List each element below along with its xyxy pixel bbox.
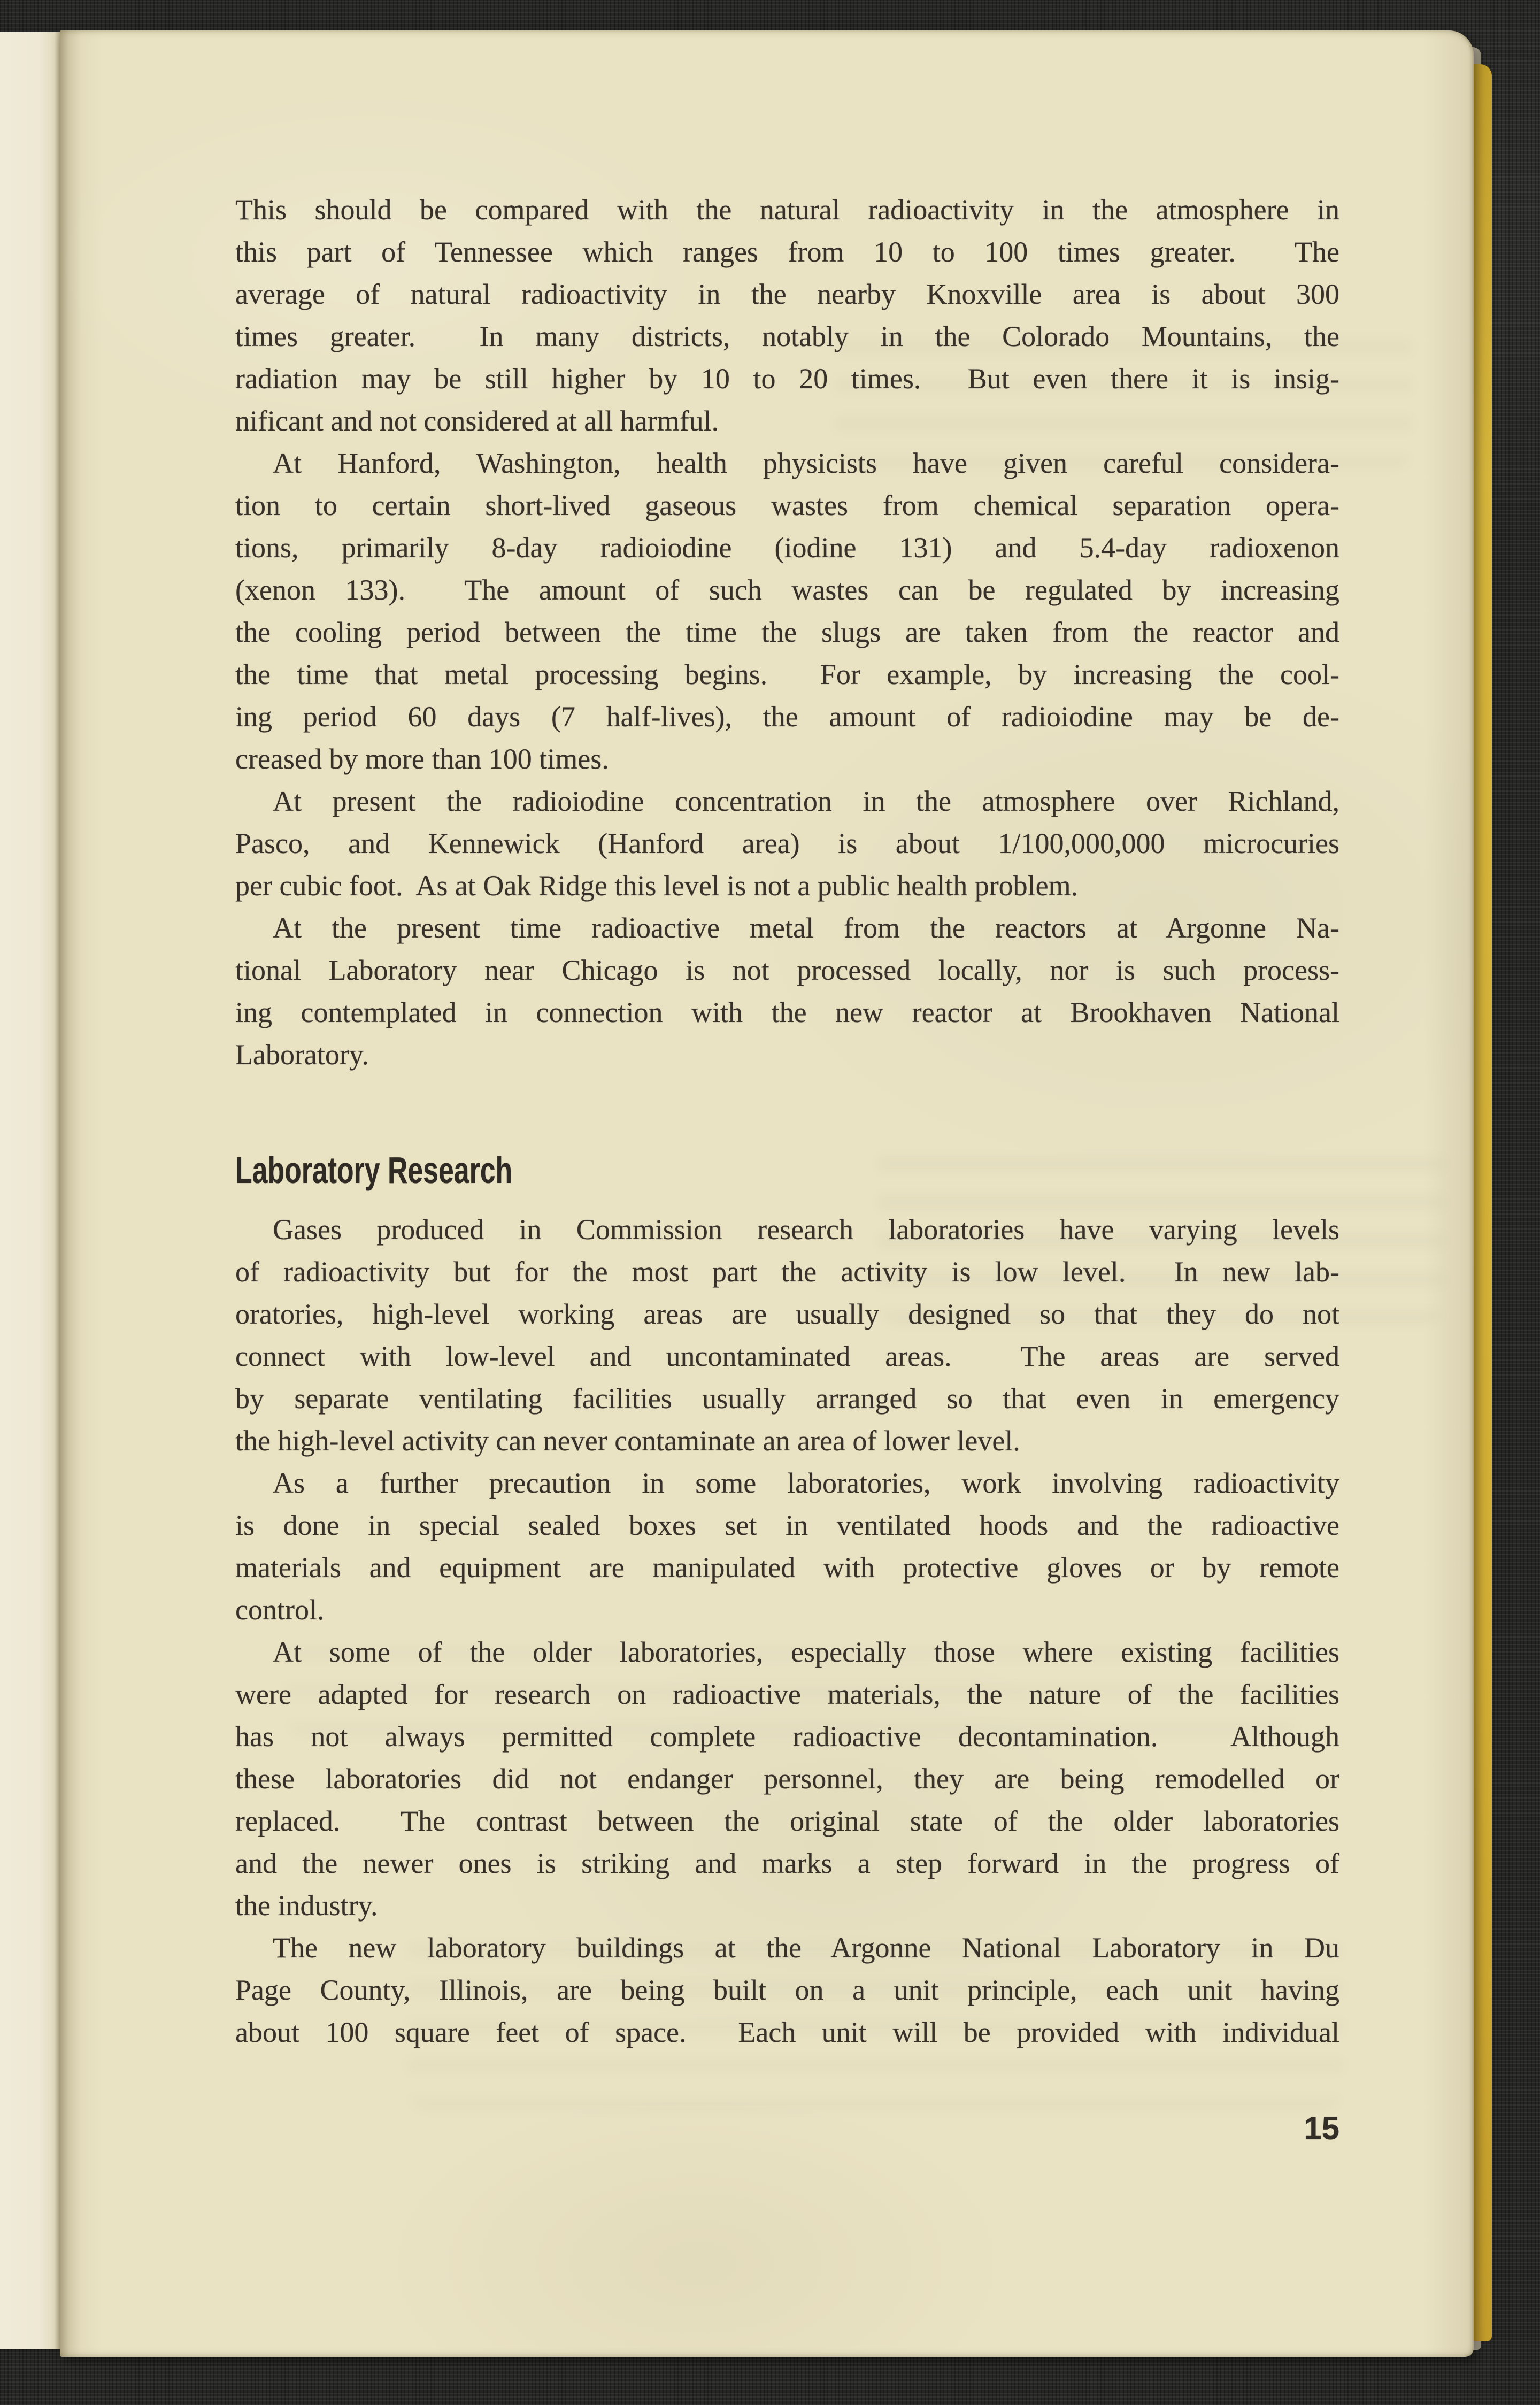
text-line: oratories, high-level working areas are usually designed so that they do not — [235, 1298, 1339, 1330]
text-line: (xenon 133). The amount of such wastes can be regulated by increasing — [235, 574, 1339, 606]
text-line: control. — [235, 1594, 325, 1626]
text-line: about 100 square feet of space. Each unit will be provided with individual — [235, 2016, 1339, 2048]
text-line: average of natural radioactivity in the nearby Knoxville area is about 300 — [235, 278, 1339, 310]
text-line: this part of Tennessee which ranges from 10 to 100 times greater. The — [235, 236, 1339, 268]
text-line: were adapted for research on radioactive materials, the nature of the facilities — [235, 1678, 1339, 1710]
text-line: At some of the older laboratories, especially those where existing facilities — [273, 1636, 1339, 1668]
text-line: ing contemplated in connection with the new reactor at Brookhaven National — [235, 996, 1339, 1028]
text-line: connect with low-level and uncontaminated areas. The areas are served — [235, 1340, 1339, 1372]
book-page — [60, 30, 1474, 2357]
text-line: by separate ventilating facilities usually arranged so that even in emergency — [235, 1382, 1339, 1415]
text-line: tional Laboratory near Chicago is not processed locally, nor is such process- — [235, 954, 1339, 986]
gutter-crease — [60, 30, 81, 2357]
page-edge-yellow-deckle — [1474, 64, 1492, 2341]
text-line: the industry. — [235, 1889, 378, 1922]
text-line: the high-level activity can never contaminate an area of lower level. — [235, 1425, 1020, 1457]
text-line: Laboratory. — [235, 1039, 369, 1071]
text-line: ing period 60 days (7 half-lives), the amount of radioiodine may be de- — [235, 701, 1339, 733]
left-page-edge — [0, 32, 63, 2349]
text-line: At present the radioiodine concentration in the atmosphere over Richland, — [273, 785, 1339, 817]
text-line: replaced. The contrast between the original state of the older laboratories — [235, 1805, 1339, 1837]
text-line: nificant and not considered at all harmful. — [235, 405, 719, 437]
text-line: At Hanford, Washington, health physicists have given careful considera- — [273, 447, 1339, 479]
text-line: materials and equipment are manipulated with protective gloves or by remote — [235, 1551, 1339, 1584]
body-text-block — [235, 189, 1339, 1076]
text-line: tions, primarily 8-day radioiodine (iodine 131) and 5.4-day radioxenon — [235, 532, 1339, 564]
section-heading: Laboratory Research — [235, 1149, 513, 1191]
text-line: the time that metal processing begins. For example, by increasing the cool- — [235, 658, 1339, 690]
text-line: has not always permitted complete radioactive decontamination. Although — [235, 1720, 1339, 1753]
text-line: per cubic foot. As at Oak Ridge this level is not a public health problem. — [235, 870, 1079, 902]
text-line: Gases produced in Commission research laboratories have varying levels — [273, 1213, 1339, 1246]
text-line: As a further precaution in some laboratories, work involving radioactivity — [273, 1467, 1339, 1499]
body-text-block — [235, 1209, 1339, 2054]
text-line: At the present time radioactive metal from the reactors at Argonne Na- — [273, 912, 1339, 944]
text-column — [235, 189, 1339, 2054]
text-line: radiation may be still higher by 10 to 20 times. But even there it is insig- — [235, 363, 1339, 395]
page-number: 15 — [1304, 2110, 1339, 2146]
text-line: of radioactivity but for the most part the activity is low level. In new lab- — [235, 1256, 1339, 1288]
text-line: the cooling period between the time the slugs are taken from the reactor and — [235, 616, 1339, 648]
text-line: is done in special sealed boxes set in ventilated hoods and the radioactive — [235, 1509, 1339, 1541]
text-line: these laboratories did not endanger personnel, they are being remodelled or — [235, 1763, 1339, 1795]
text-line: This should be compared with the natural radioactivity in the atmosphere in — [235, 194, 1339, 226]
text-line: Pasco, and Kennewick (Hanford area) is about 1/100,000,000 microcuries — [235, 827, 1339, 859]
text-line: The new laboratory buildings at the Argonne National Laboratory in Du — [273, 1932, 1339, 1964]
text-line: creased by more than 100 times. — [235, 743, 609, 775]
text-line: times greater. In many districts, notably in the Colorado Mountains, the — [235, 320, 1339, 352]
text-line: Page County, Illinois, are being built on a unit principle, each unit having — [235, 1974, 1339, 2006]
text-line: tion to certain short-lived gaseous wastes from chemical separation opera- — [235, 489, 1339, 521]
text-line: and the newer ones is striking and marks a step forward in the progress of — [235, 1847, 1339, 1879]
